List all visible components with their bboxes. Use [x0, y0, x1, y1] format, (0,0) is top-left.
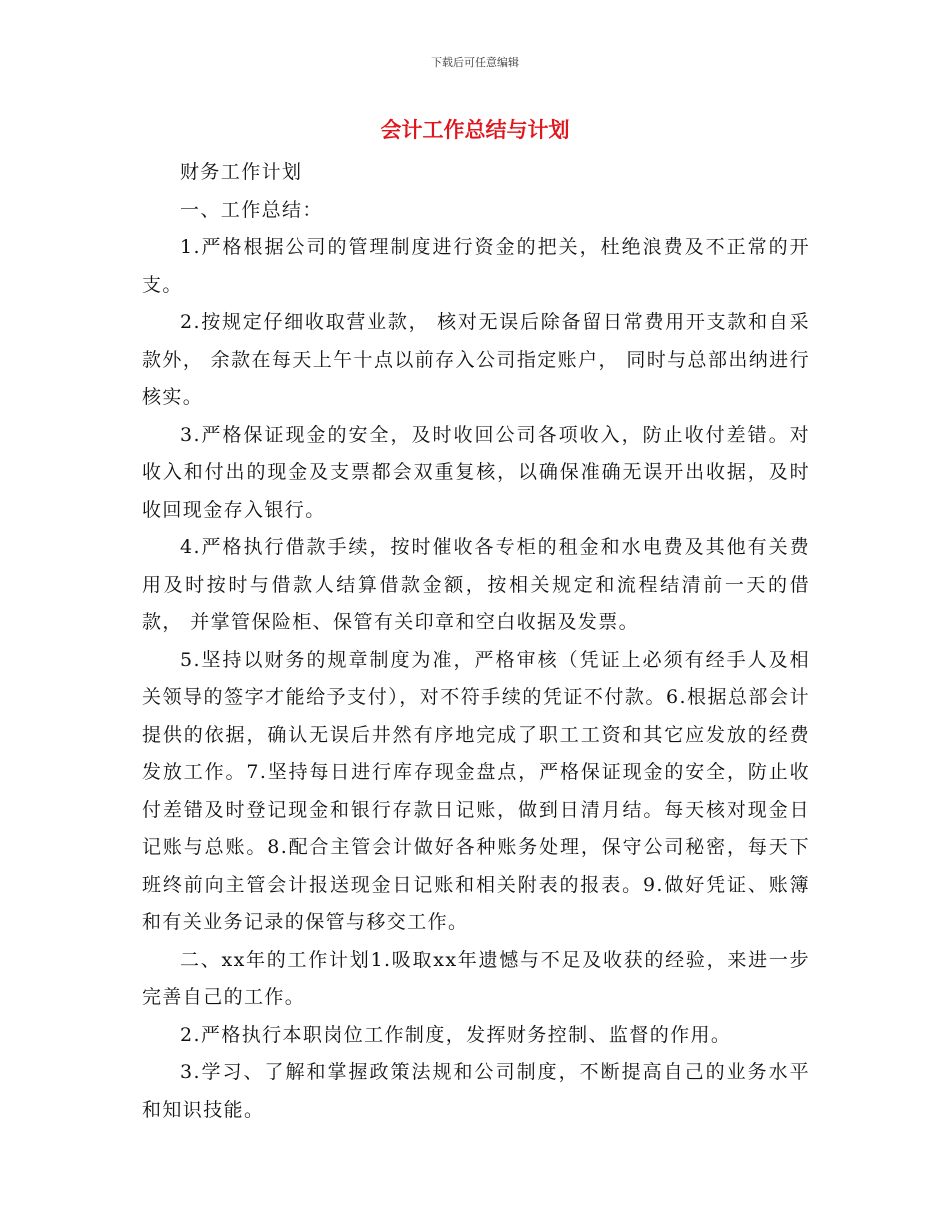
document-title: 会计工作总结与计划: [380, 118, 570, 142]
header-note: 下载后可任意编辑: [431, 56, 519, 69]
paragraph: 2.按规定仔细收取营业款， 核对无误后除备留日常费用开支款和自采款外， 余款在每天上午十点以前存入公司指定账户， 同时与总部出纳进行核实。: [142, 311, 810, 408]
paragraph: 2.严格执行本职岗位工作制度，发挥财务控制、监督的作用。: [180, 1023, 732, 1046]
paragraph: 3.学习、了解和掌握政策法规和公司制度，不断提高自己的业务水平和知识技能。: [142, 1061, 810, 1121]
section-label: 财务工作计划: [180, 161, 303, 183]
paragraph: 1.严格根据公司的管理制度进行资金的把关，杜绝浪费及不正常的开支。: [142, 236, 810, 296]
document-body: [142, 154, 810, 1129]
section-heading-plan: 二、xx年的工作计划1.吸取xx年遗憾与不足及收获的经验，来进一步完善自己的工作。: [142, 948, 810, 1008]
paragraph: 3.严格保证现金的安全，及时收回公司各项收入，防止收付差错。对收入和付出的现金及支票都会双重复核，以确保准确无误开出收据，及时收回现金存入银行。: [142, 423, 810, 521]
paragraph: 5.坚持以财务的规章制度为准，严格审核（凭证上必须有经手人及相关领导的签字才能给予支付），对不符手续的凭证不付款。6.根据总部会计提供的依据，确认无误后井然有序地完成了职工工资和其它应发放的经费发放工作。7.坚持每日进行库存现金盘点，严格保证现金的安全，防止收付差错及时登记现金和银行存款日记账，做到日清月结。每天核对现金日记账与总账。8.配合主管会计做好各种账务处理，保守公司秘密，每天下班终前向主管会计报送现金日记账和相关附表的报表。9.做好凭证、账簿和有关业务记录的保管与移交工作。: [142, 648, 810, 933]
section-heading-summary: 一、工作总结：: [180, 198, 323, 221]
paragraph: 4.严格执行借款手续，按时催收各专柜的租金和水电费及其他有关费用及时按时与借款人结算借款金额，按相关规定和流程结清前一天的借款， 并掌管保险柜、保管有关印章和空白收据及发票。: [142, 536, 810, 633]
